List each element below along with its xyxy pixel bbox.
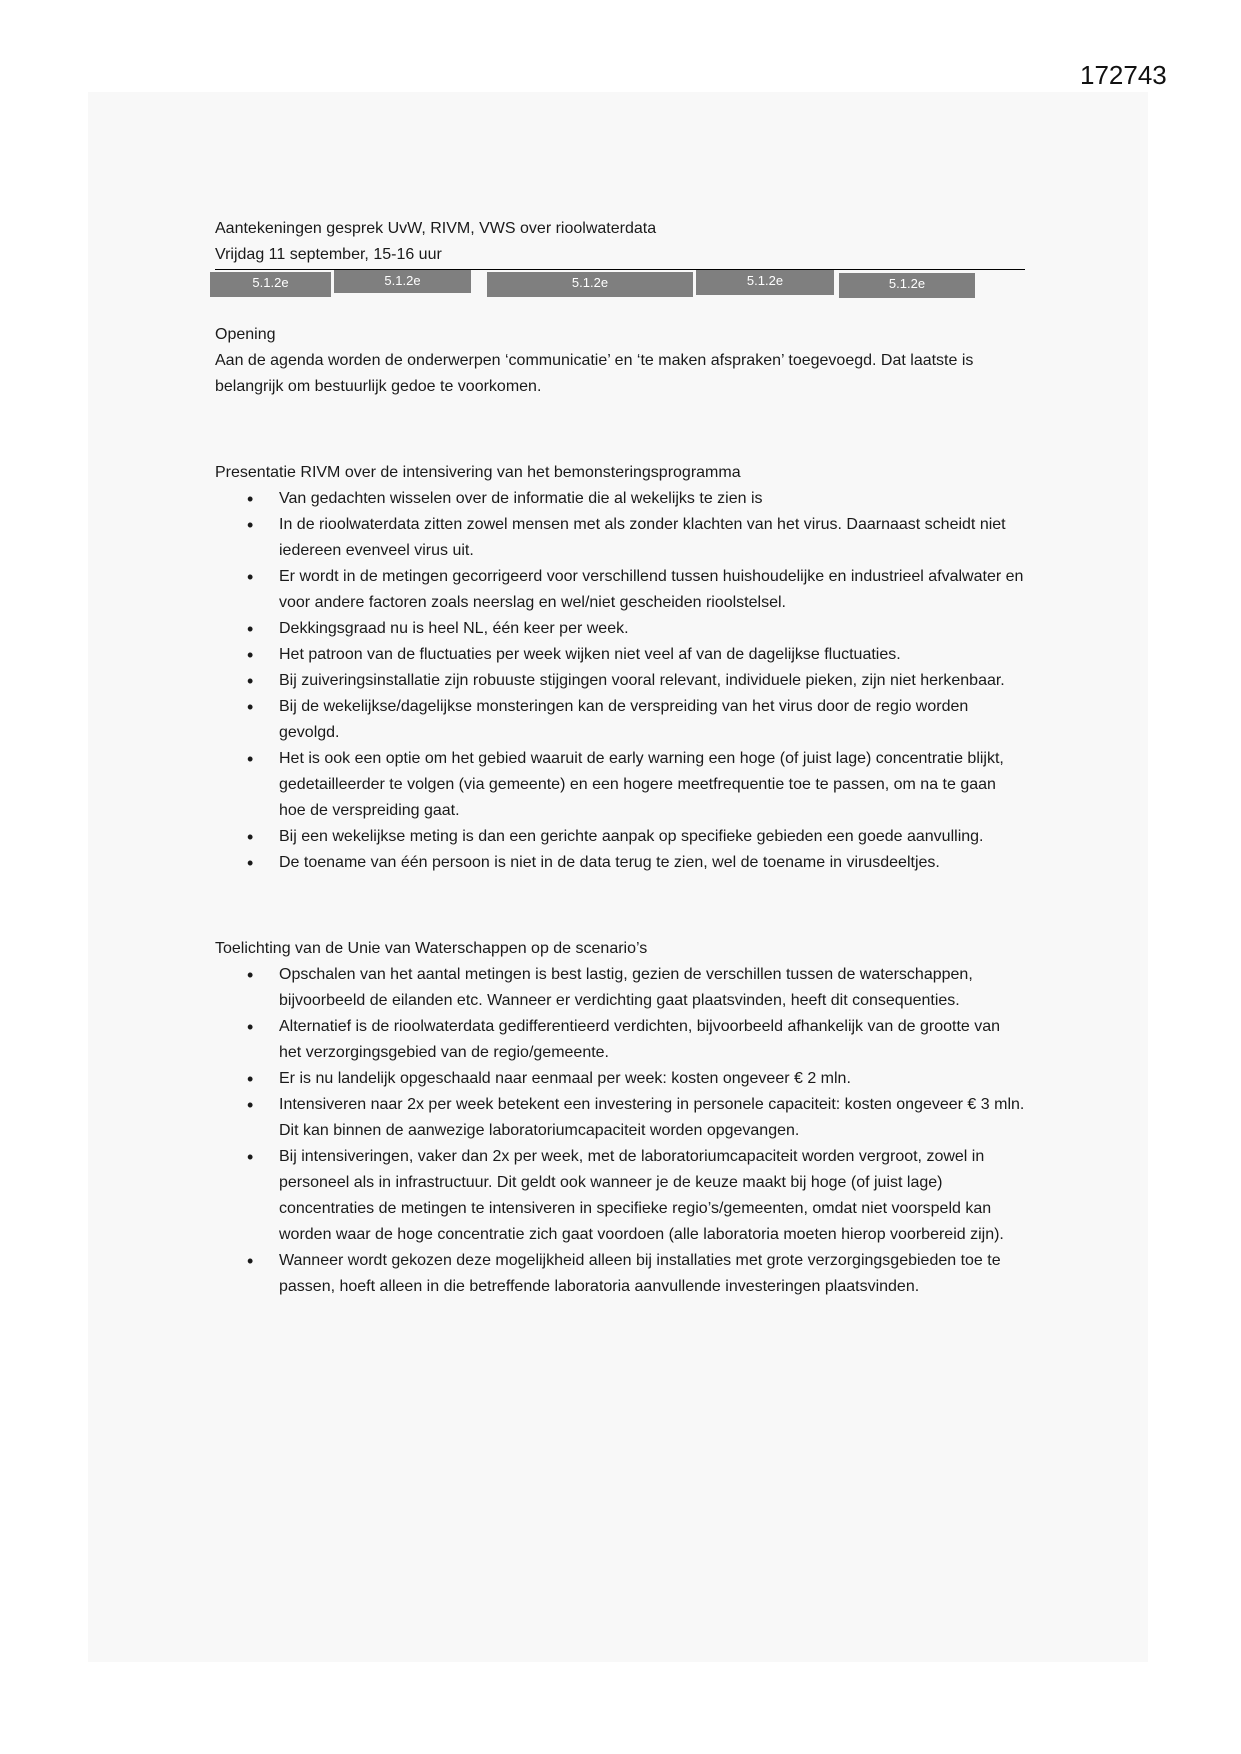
- opening-heading: Opening: [215, 326, 276, 343]
- redaction-block: 5.1.2e: [696, 270, 834, 295]
- list-item: • In de rioolwaterdata zitten zowel mensen met als zonder klachten van het virus. Daarnaast scheidt niet iedereen evenveel virus uit.: [279, 512, 1025, 564]
- list-item: • Dekkingsgraad nu is heel NL, één keer per week.: [279, 616, 1025, 642]
- uvw-heading: Toelichting van de Unie van Waterschappen op de scenario’s: [215, 940, 648, 957]
- document-title: Aantekeningen gesprek UvW, RIVM, VWS over rioolwaterdata: [215, 220, 657, 237]
- meeting-date: Vrijdag 11 september, 15-16 uur: [215, 246, 442, 263]
- list-item: • Intensiveren naar 2x per week betekent een investering in personele capaciteit: kosten ongeveer € 3 mln. Dit kan binnen de aanwezige laboratoriumcapaciteit worden opgevangen.: [279, 1092, 1025, 1144]
- redaction-row: [215, 270, 1025, 300]
- list-item: • Opschalen van het aantal metingen is best lastig, gezien de verschillen tussen de waterschappen, bijvoorbeeld de eilanden etc. Wanneer er verdichting gaat plaatsvinden, heeft dit consequenties.: [279, 962, 1025, 1014]
- redaction-block: 5.1.2e: [210, 272, 331, 297]
- list-item: • Er wordt in de metingen gecorrigeerd voor verschillend tussen huishoudelijke en industrieel afvalwater en voor andere factoren zoals neerslag en wel/niet gescheiden rioolstelsel.: [279, 564, 1025, 616]
- uvw-list: [215, 962, 1025, 1300]
- list-item: • Bij zuiveringsinstallatie zijn robuuste stijgingen vooral relevant, individuele pieken, zijn niet herkenbaar.: [279, 668, 1025, 694]
- list-item: • Bij intensiveringen, vaker dan 2x per week, met de laboratoriumcapaciteit worden vergroot, zowel in personeel als in infrastructuur. Dit geldt ook wanneer je de keuze maakt bij hoge (of juist lage) concentraties de metingen te intensiveren in specifieke regio’s/gemeenten, omdat niet voorspeld kan worden waar de hoge concentratie zich gaat voordoen (alle laboratoria moeten hierop voorbereid zijn).: [279, 1144, 1025, 1248]
- redaction-block: 5.1.2e: [487, 272, 693, 297]
- list-item: • Bij de wekelijkse/dagelijkse monsteringen kan de verspreiding van het virus door de regio worden gevolgd.: [279, 694, 1025, 746]
- list-item: • Het is ook een optie om het gebied waaruit de early warning een hoge (of juist lage) concentratie blijkt, gedetailleerder te volgen (via gemeente) en een hogere meetfrequentie toe te passen, om na te gaan hoe de verspreiding gaat.: [279, 746, 1025, 824]
- rivm-list: [215, 486, 1025, 876]
- list-item: • Het patroon van de fluctuaties per week wijken niet veel af van de dagelijkse fluctuaties.: [279, 642, 1025, 668]
- list-item: • Wanneer wordt gekozen deze mogelijkheid alleen bij installaties met grote verzorgingsgebieden toe te passen, hoeft alleen in die betreffende laboratoria aanvullende investeringen plaatsvinden.: [279, 1248, 1025, 1300]
- document-body: [215, 216, 1025, 1300]
- redaction-block: 5.1.2e: [334, 270, 471, 293]
- list-item: • Van gedachten wisselen over de informatie die al wekelijks te zien is: [279, 486, 1025, 512]
- rivm-heading: Presentatie RIVM over de intensivering van het bemonsteringsprogramma: [215, 464, 741, 481]
- list-item: • Bij een wekelijkse meting is dan een gerichte aanpak op specifieke gebieden een goede aanvulling.: [279, 824, 1025, 850]
- list-item: • De toename van één persoon is niet in de data terug te zien, wel de toename in virusdeeltjes.: [279, 850, 1025, 876]
- page-number: 172743: [1080, 60, 1167, 90]
- opening-text: Aan de agenda worden de onderwerpen ‘communicatie’ en ‘te maken afspraken’ toegevoegd. Dat laatste is belangrijk om bestuurlijk gedoe te voorkomen.: [215, 352, 974, 395]
- list-item: • Er is nu landelijk opgeschaald naar eenmaal per week: kosten ongeveer € 2 mln.: [279, 1066, 1025, 1092]
- redaction-block: 5.1.2e: [839, 273, 975, 298]
- list-item: • Alternatief is de rioolwaterdata gedifferentieerd verdichten, bijvoorbeeld afhankelijk van de grootte van het verzorgingsgebied van de regio/gemeente.: [279, 1014, 1025, 1066]
